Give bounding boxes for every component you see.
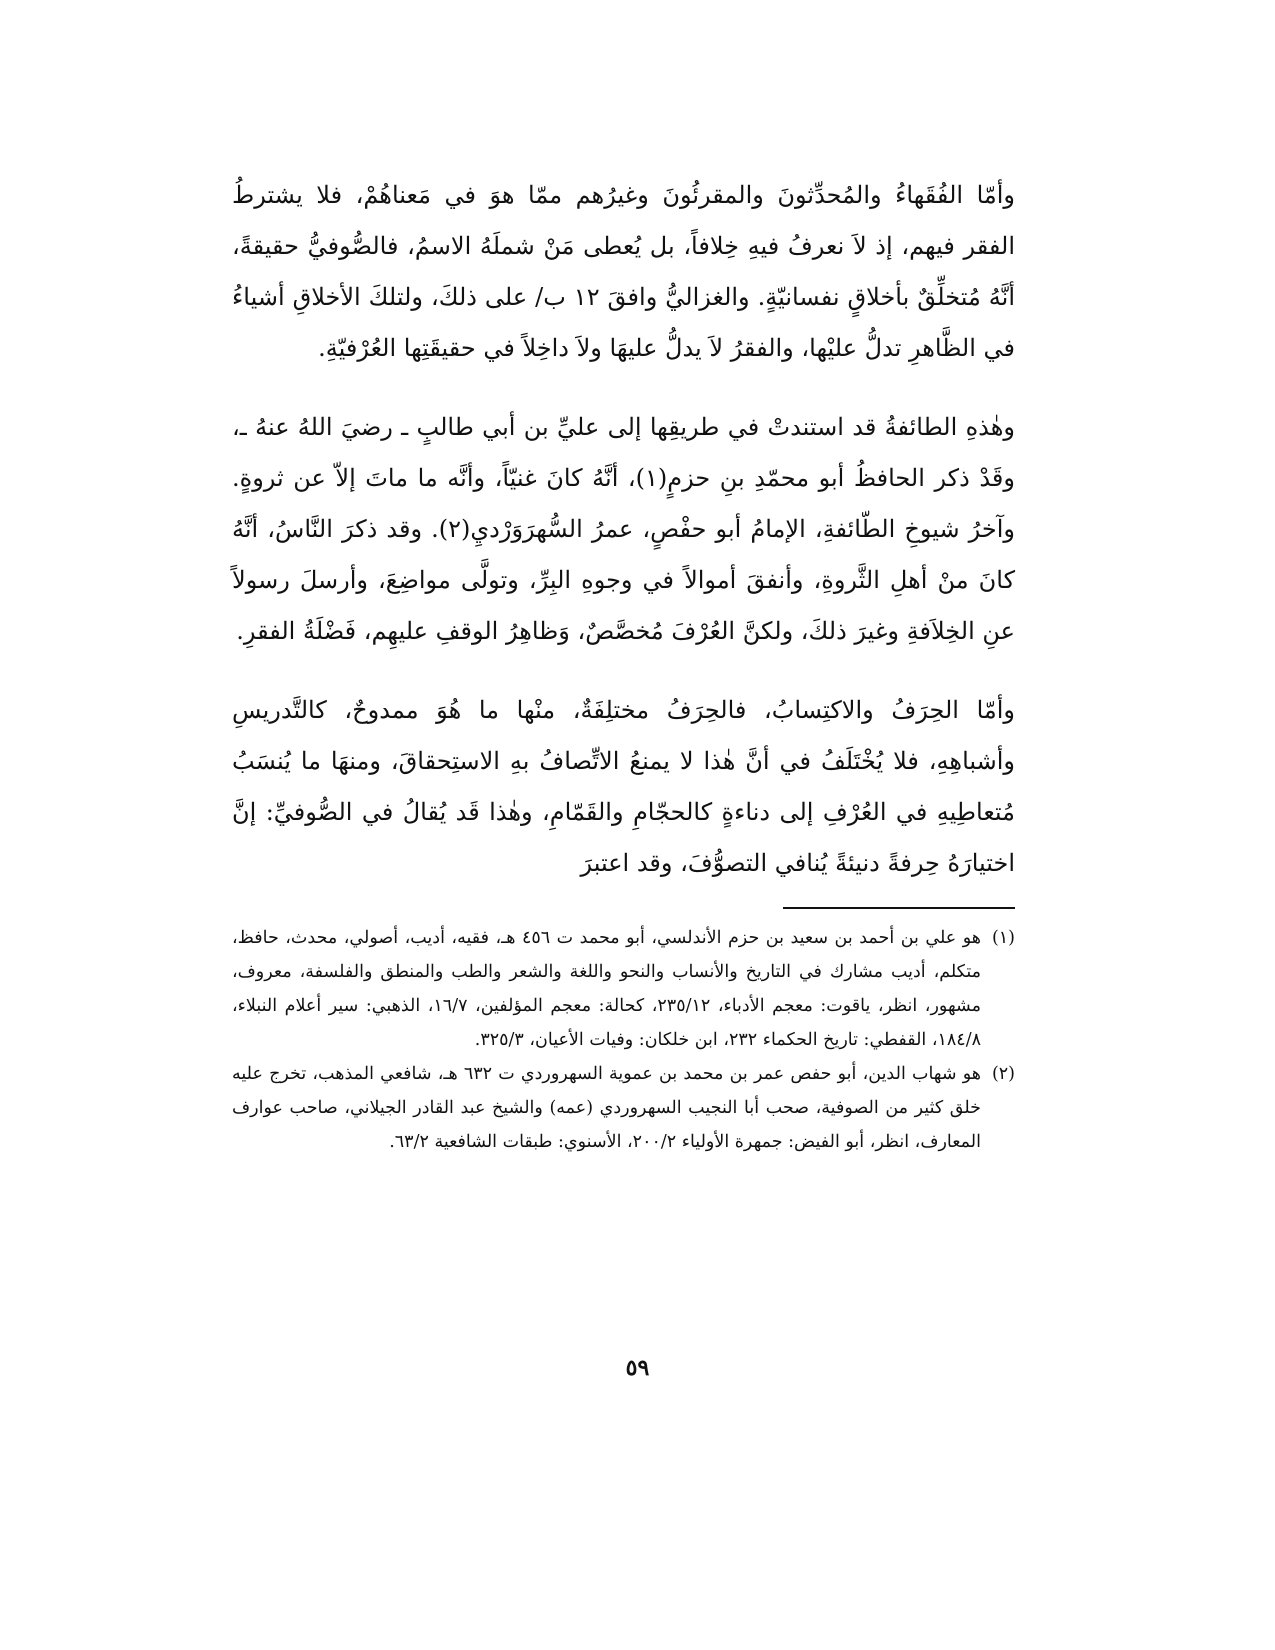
footnote-text-1: هو علي بن أحمد بن سعيد بن حزم الأندلسي، أبو محمد ت ٤٥٦ هـ، فقيه، أديب، أصولي، محدث، حافظ، متكلم، أديب مشارك في التاريخ والأنساب والنحو واللغة والشعر والطب والمنطق والفلسفة، معروف، مشهور، انظر، ياقوت: معجم الأدباء، ٢٣٥/١٢، كحالة: معجم المؤلفين، ١٦/٧، الذهبي: سير أعلام النبلاء، ١٨٤/٨، القفطي: تاريخ الحكماء ٢٣٢، ابن خلكان: وفيات الأعيان، ٣٢٥/٣. [232, 928, 982, 1050]
page-number: ٥٩ [625, 1355, 650, 1381]
paragraph-2: وهٰذهِ الطائفةُ قد استندتْ في طريقِها إلى عليِّ بن أبي طالبٍ ـ رضيَ اللهُ عنهُ ـ، وقَدْ ذكر الحافظُ أبو محمّدِ بنِ حزمٍ(١)، أنَّهُ كانَ غنيّاً، وأنَّه ما ماتَ إلاّ عن ثروةٍ. وآخرُ شيوخِ الطّائفةِ، الإمامُ أبو حفْصٍ، عمرُ السُّهرَوَرْديِ(٢). وقد ذكرَ النَّاسُ، أنَّهُ كانَ منْ أهلِ الثَّروةِ، وأنفقَ أموالاً في وجوهِ البِرِّ، وتولَّى مواضِعَ، وأرسلَ رسولاً عنِ الخِلاَفةِ وغيرَ ذلكَ، ولكنَّ العُرْفَ مُخصَّصٌ، وَظاهِرُ الوقفِ عليهِم، فَضْلَةُ الفقرِ. [232, 413, 1015, 645]
footnote-marker-1: (١) [991, 928, 1015, 948]
paragraph-3: وأمّا الحِرَفُ والاكتِسابُ، فالحِرَفُ مختلِفَةٌ، منْها ما هُوَ ممدوحٌ، كالتَّدريسِ وأشباهِهِ، فلا يُخْتَلَفُ في أنَّ هٰذا لا يمنعُ الاتِّصافُ بهِ الاستِحقاقَ، ومنهَا ما يُنسَبُ مُتعاطِيهِ في العُرْفِ إلى دناءةٍ كالحجّامِ والقَمّامِ، وهٰذا قَد يُقالُ في الصُّوفيِّ: إنَّ اختيارَهُ حِرفةً دنيئةً يُنافي التصوُّفَ، وقد اعتبرَ [232, 696, 1015, 877]
paragraph-1: وأمّا الفُقَهاءُ والمُحدِّثونَ والمقرئُونَ وغيرُهم ممّا هوَ في مَعناهُمْ، فلا يشترطُ الفقر فيهم، إذ لاَ نعرفُ فيهِ خِلافاً، بل يُعطى مَنْ شملَهُ الاسمُ، فالصُّوفيُّ حقيقةً، أنَّهُ مُتخلِّقٌ بأخلاقٍ نفسانيّةٍ. والغزاليُّ وافقَ ١٢ ب/ على ذلكَ، ولتلكَ الأخلاقِ أشياءُ في الظَّاهرِ تدلُّ عليْها، والفقرُ لاَ يدلُّ عليهَا ولاَ داخِلاً في حقيقَتِها العُرْفيّةِ. [232, 181, 1015, 362]
footnote-2 [232, 1057, 1015, 1159]
footnotes [232, 921, 1015, 1159]
body-text [232, 170, 1015, 889]
footnote-text-2: هو شهاب الدين، أبو حفص عمر بن محمد بن عموية السهروردي ت ٦٣٢ هـ، شافعي المذهب، تخرج عليه خلق كثير من الصوفية، صحب أبا النجيب السهروردي (عمه) والشيخ عبد القادر الجيلاني، صاحب عوارف المعارف، انظر، أبو الفيض: جمهرة الأولياء ٢٠٠/٢، الأسنوي: طبقات الشافعية ٦٣/٢. [232, 1064, 981, 1152]
footnote-marker-2: (٢) [991, 1064, 1015, 1084]
footnote-divider [783, 907, 1015, 909]
footnote-1 [232, 921, 1015, 1057]
page-content [232, 170, 1015, 1159]
